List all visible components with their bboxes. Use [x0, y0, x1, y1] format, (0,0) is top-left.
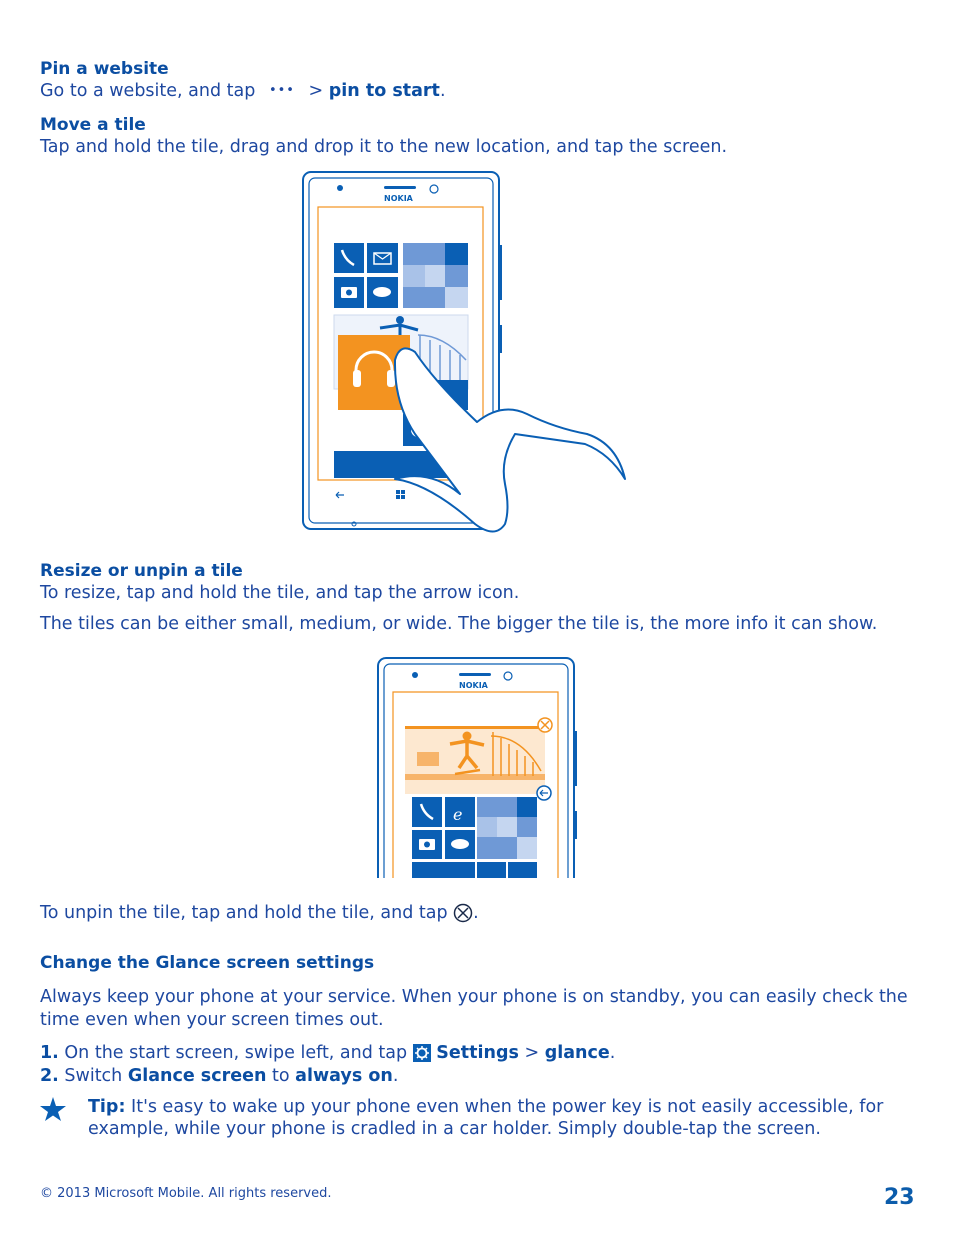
resize-text-1: To resize, tap and hold the tile, and tap the arrow icon. [40, 583, 520, 603]
unpin-instruction [40, 903, 479, 923]
svg-text:e: e [453, 805, 463, 824]
tip-line-2: example, while your phone is cradled in a car holder. Simply double-tap the screen. [88, 1119, 821, 1139]
pin-to-start-label: pin to start [328, 81, 440, 101]
step-number: 2. [40, 1066, 59, 1086]
settings-icon [413, 1044, 431, 1062]
to-text: to [272, 1066, 290, 1086]
move-tile-illustration [300, 170, 660, 545]
glance-heading: Change the Glance screen settings [40, 953, 375, 973]
pin-website-heading: Pin a website [40, 59, 169, 79]
move-tile-text: Tap and hold the tile, drag and drop it to the new location, and tap the screen. [40, 137, 728, 157]
resize-heading: Resize or unpin a tile [40, 561, 243, 581]
step-text: Switch [64, 1066, 123, 1086]
glance-para-line-2: time even when your screen times out. [40, 1010, 384, 1030]
glance-step-1 [40, 1043, 615, 1063]
separator: > [524, 1043, 540, 1063]
period: . [392, 1066, 399, 1086]
glance-step-2 [40, 1066, 398, 1086]
more-icon: ••• [268, 83, 295, 98]
copyright: © 2013 Microsoft Mobile. All rights reserved. [40, 1186, 332, 1201]
unpin-text: To unpin the tile, tap and hold the tile, and tap [40, 903, 448, 923]
period: . [439, 81, 446, 101]
settings-label: Settings [436, 1043, 519, 1063]
tip-text-1: It's easy to wake up your phone even when the power key is not easily accessible, for [131, 1097, 884, 1117]
glance-label: glance [544, 1043, 610, 1063]
resize-tile-illustration [375, 656, 577, 878]
period: . [609, 1043, 616, 1063]
phone-brand-2: NOKIA [459, 681, 488, 690]
star-icon [40, 1097, 66, 1121]
pin-website-text: Go to a website, and tap [40, 81, 256, 101]
tip-label: Tip: [88, 1097, 126, 1117]
separator: > [308, 81, 324, 101]
always-on-label: always on [295, 1066, 393, 1086]
glance-screen-label: Glance screen [127, 1066, 267, 1086]
unpin-icon [453, 903, 473, 923]
step-number: 1. [40, 1043, 59, 1063]
phone-brand: NOKIA [384, 194, 413, 203]
glance-para-line-1: Always keep your phone at your service. When your phone is on standby, you can easily check the [40, 987, 908, 1007]
pin-website-instruction [40, 81, 446, 101]
period: . [473, 903, 479, 923]
tip-line-1 [88, 1097, 883, 1117]
resize-text-2: The tiles can be either small, medium, or wide. The bigger the tile is, the more info it can show. [40, 614, 878, 634]
step-text: On the start screen, swipe left, and tap [64, 1043, 408, 1063]
page-number: 23 [884, 1185, 915, 1210]
move-tile-heading: Move a tile [40, 115, 146, 135]
